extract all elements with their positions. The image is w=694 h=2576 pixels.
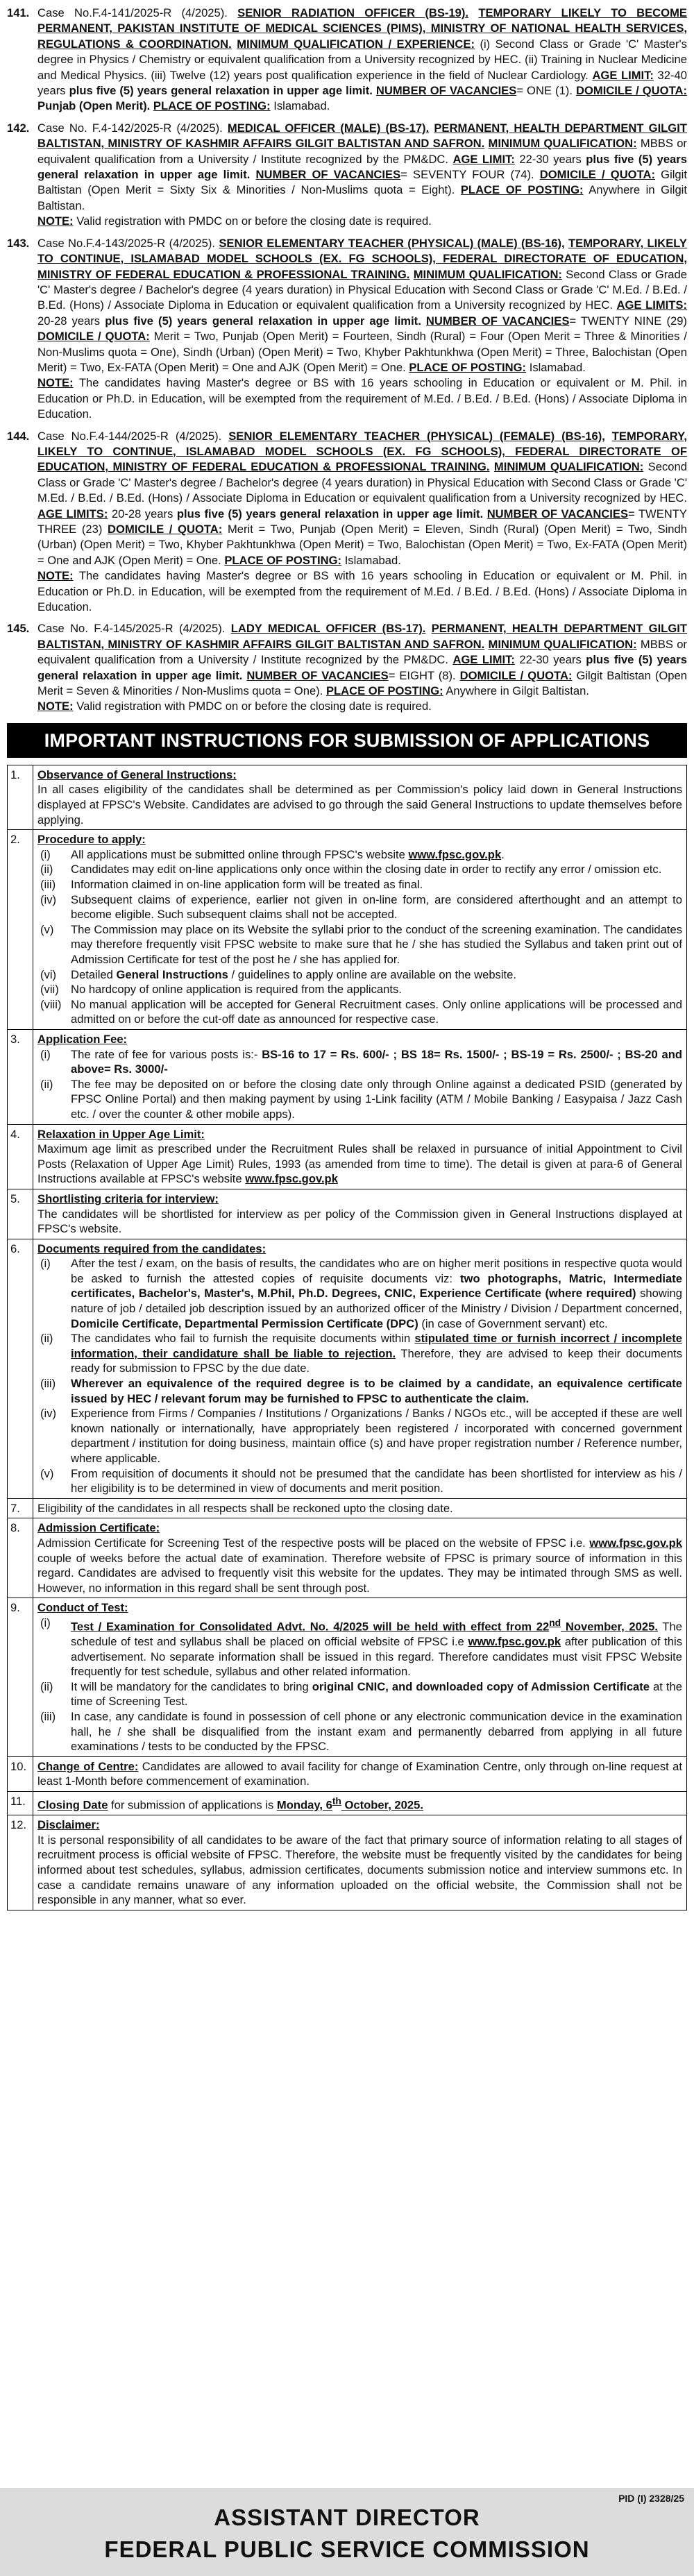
age-value: 20-28 years <box>111 507 174 520</box>
age-label: AGE LIMIT: <box>452 152 515 166</box>
section-text: In all cases eligibility of the candidates shall be determined as per Commission's policy laid down in General Instructions displayed at FPSC's Website. Candidates are advised to go through the said General Instructions to update themselves before applying. <box>37 783 682 827</box>
item-text-part: showing nature of job / detailed job description issued by an authorized officer of the Ministry / Division / Department concerned, <box>71 1287 682 1316</box>
case-no: Case No. F.4-145/2025-R (4/2025). <box>37 622 226 636</box>
posting-label: PLACE OF POSTING: <box>153 99 271 113</box>
row-number: 6. <box>8 1239 33 1498</box>
row-content <box>33 765 687 829</box>
item-text: Wherever an equivalence of the required degree is to be claimed by a candidate, an equivalence certificate issued by HEC / relevant forum may be furnished to FPSC to authenticate the claim. <box>71 1377 682 1405</box>
section-title: Application Fee: <box>37 1032 128 1046</box>
fee-rates: BS-16 to 17 = Rs. 600/- ; BS 18= Rs. 1500/- ; BS-19 = Rs. 2500/- ; BS-20 and above= Rs. 3000/- <box>71 1047 682 1076</box>
posting-label: PLACE OF POSTING: <box>325 684 443 698</box>
item-number: (iv) <box>40 1407 57 1421</box>
section-title: Change of Centre: <box>37 1759 139 1773</box>
item-number: (i) <box>40 1616 51 1629</box>
list-item <box>37 1709 682 1754</box>
item-text-part: / guidelines to apply online are available on the website. <box>228 967 516 981</box>
note-text: Valid registration with PMDC on or before the closing date is required. <box>76 214 432 228</box>
post-description: PERMANENT, HEALTH DEPARTMENT GILGIT BALTISTAN, MINISTRY OF KASHMIR AFFAIRS GILGIT BALTISTAN AND SAFRON. <box>37 622 687 651</box>
item-text-part: After the test / exam, on the basis of results, the candidates who are on higher merit positions in respective quota would be asked to furnish the attested copies of requisite documents viz: <box>71 1257 682 1285</box>
item-number: (i) <box>40 1047 51 1061</box>
text-part: couple of weeks before the actual date of examination. Therefore website of FPSC is primary source of information in this regard. Candidates are advised to frequently visit this website for the updates. They may be intimated through SMS as well. However, no information in this regard shall be sent through post. <box>37 1551 682 1595</box>
age-label: AGE LIMITS: <box>616 298 687 312</box>
item-number: (vi) <box>40 967 57 981</box>
note-label: NOTE: <box>37 700 74 713</box>
item-text-part: The candidates who fail to furnish the requisite documents within <box>71 1332 415 1346</box>
age-relaxation: plus five (5) years general relaxation in upper age limit. <box>37 653 687 682</box>
item-text-part: (in case of Government servant) etc. <box>418 1316 608 1330</box>
row-number: 7. <box>8 1498 33 1518</box>
posting-value: Islamabad. <box>344 553 401 567</box>
text-part: for submission of applications is <box>108 1798 277 1812</box>
row-content <box>33 1756 687 1791</box>
case-141 <box>7 6 687 115</box>
case-no: Case No.F.4-143/2025-R (4/2025). <box>37 236 216 250</box>
closing-date: October, 2025. <box>341 1798 423 1812</box>
row-number: 11. <box>8 1792 33 1815</box>
domicile-value: Gilgit Baltistan (Open Merit = Seven & Minorities / Non-Muslims quota = One). <box>37 668 687 698</box>
instructions-table <box>7 765 687 1910</box>
case-body <box>37 6 687 115</box>
list-item <box>37 1406 682 1466</box>
row-content <box>33 1792 687 1815</box>
signature-footer <box>0 2488 694 2576</box>
case-no: Case No.F.4-144/2025-R (4/2025). <box>37 429 222 443</box>
posting-label: PLACE OF POSTING: <box>224 553 342 567</box>
domicile-label: DOMICILE / QUOTA: <box>459 668 573 682</box>
note-label: NOTE: <box>37 214 74 228</box>
vacancies-value: = EIGHT (8). <box>388 668 456 682</box>
list-item <box>37 1256 682 1331</box>
item-text-part: The schedule of test and syllabus shall be placed on official website of FPSC i.e <box>71 1620 683 1649</box>
instruction-row-7 <box>8 1498 687 1518</box>
row-content <box>33 1124 687 1189</box>
note-text: Valid registration with PMDC on or before the closing date is required. <box>76 700 432 713</box>
text-part: Maximum age limit as prescribed under the Recruitment Rules shall be relaxed in pursuance of initial Appointment to Civil Posts (Relaxation of Upper Age Limit) Rules, 1993 (as amended from time to time). The detail is given at para-6 of General Instructions available at FPSC's website <box>37 1142 682 1186</box>
row-number: 5. <box>8 1189 33 1239</box>
vacancies-label: NUMBER OF VACANCIES <box>246 668 389 682</box>
qualification-label: MINIMUM QUALIFICATION: <box>413 267 562 281</box>
section-title: Admission Certificate: <box>37 1521 160 1535</box>
case-145 <box>7 621 687 714</box>
case-144 <box>7 429 687 616</box>
vacancies-value: = SEVENTY FOUR (74). <box>400 168 534 182</box>
section-text: Eligibility of the candidates in all respects shall be reckoned upto the closing date. <box>37 1501 453 1515</box>
row-number: 12. <box>8 1815 33 1910</box>
qualification-text: Second Class or Grade 'C' Master's degree / Bachelor's degree (4 years duration) in Physical Education with Second Class or Grade 'C' M.Ed. / B.Ed. / B.Ed. (Hons) / Associate Diploma in Education or equivalent qualification from a University recognized by HEC. <box>37 267 687 312</box>
row-number: 1. <box>8 765 33 829</box>
row-content <box>33 1239 687 1498</box>
section-title: Relaxation in Upper Age Limit: <box>37 1127 205 1141</box>
date-suffix: nd <box>549 1616 561 1628</box>
post-description: TEMPORARY LIKELY TO BECOME PERMANENT, PAKISTAN INSTITUTE OF MEDICAL SCIENCES (PIMS), MINISTRY OF NATIONAL HEALTH SERVICES, REGULATIONS & COORDINATION. <box>37 6 687 51</box>
age-value: 22-30 years <box>519 653 582 667</box>
item-text <box>71 967 682 983</box>
item-text-bold: Domicile Certificate, Departmental Permission Certificate (DPC) <box>71 1316 418 1330</box>
domicile-value: Merit = Two, Punjab (Open Merit) = Fourteen, Sindh (Rural) = Four (Open Merit = Three & Minorities / Non-Muslims quota = One), Sindh (Urban) (Open Merit) = Two, Khyber Pakhtunkhwa (Open Merit) = Three, Balochistan (Open Merit) = Two, Ex-FATA (Open Merit) = One and AJK (Open Merit) = One. <box>37 330 687 374</box>
instruction-row-5 <box>8 1189 687 1239</box>
post-title: SENIOR RADIATION OFFICER (BS-19). <box>237 6 469 19</box>
section-title: Shortlisting criteria for interview: <box>37 1192 219 1205</box>
instruction-row-3 <box>8 1029 687 1124</box>
item-text <box>71 1331 682 1376</box>
item-number: (v) <box>40 1466 54 1480</box>
text-part: Candidates are allowed to avail facility for change of Examination Centre, only through on-line request at least 1-Month before commencement of examination. <box>37 1759 682 1788</box>
section-title: Procedure to apply: <box>37 833 146 847</box>
instructions-banner: IMPORTANT INSTRUCTIONS FOR SUBMISSION OF APPLICATIONS <box>7 723 687 758</box>
post-description: TEMPORARY, LIKELY TO CONTINUE, ISLAMABAD MODEL SCHOOLS (EX. FG SCHOOLS), FEDERAL DIRECTORATE OF EDUCATION, MINISTRY OF FEDERAL EDUCATION & PROFESSIONAL TRAINING. <box>37 429 687 474</box>
pid-number: PID (I) 2328/25 <box>618 2493 684 2504</box>
section-text: The candidates will be shortlisted for interview as per policy of the Commission given in General Instructions displayed at FPSC's website. <box>37 1207 682 1236</box>
list-item <box>37 877 682 892</box>
item-number: (viii) <box>40 997 62 1011</box>
item-text: No hardcopy of online application is required from the applicants. <box>71 983 402 997</box>
posting-value: Islamabad. <box>273 99 330 113</box>
posting-label: PLACE OF POSTING: <box>460 183 584 197</box>
section-text <box>37 1794 682 1813</box>
vacancies-value: = TWENTY NINE (29) <box>569 314 687 328</box>
item-text-bold: General Instructions <box>116 967 228 981</box>
instruction-row-11 <box>8 1792 687 1815</box>
domicile-label: DOMICILE / QUOTA: <box>539 168 655 182</box>
item-text: From requisition of documents it should not be presumed that the candidate has been shortlisted for interview as his / her eligibility is to be determined in view of documents and merit position. <box>71 1466 682 1495</box>
qualification-label: MINIMUM QUALIFICATION: <box>493 460 644 474</box>
qualification-label: MINIMUM QUALIFICATION: <box>488 637 637 651</box>
row-number: 10. <box>8 1756 33 1791</box>
item-text-part: after publication of this advertisement. No separate information shall be issued in this regard. Therefore candidates must visit FPSC Website frequently for test schedule, syllabus and other related information. <box>71 1635 682 1679</box>
case-number: 141. <box>7 6 30 19</box>
item-number: (iii) <box>40 878 56 892</box>
age-value: 32-40 years <box>37 68 687 98</box>
item-number: (iv) <box>40 892 57 906</box>
list-item <box>37 1376 682 1406</box>
section-text <box>37 1536 682 1595</box>
item-text: The Commission may place on its Website the syllabi prior to the conduct of the screening examination. The candidates may therefore frequently visit FPSC website to make sure that he / she has studied the Syllabus and taken print out of Admission Certificate for test of the post he / she has applied for. <box>71 922 682 966</box>
posting-label: PLACE OF POSTING: <box>409 360 527 374</box>
row-number: 9. <box>8 1598 33 1756</box>
post-title: SENIOR ELEMENTARY TEACHER (PHYSICAL) (MALE) (BS-16), <box>219 236 565 250</box>
signatory-title: ASSISTANT DIRECTOR <box>214 2505 480 2530</box>
row-content <box>33 830 687 1030</box>
list-item <box>37 847 682 863</box>
note-label: NOTE: <box>37 376 74 390</box>
section-title: Conduct of Test: <box>37 1601 128 1615</box>
list-item <box>37 1679 682 1709</box>
item-text-part: All applications must be submitted online through FPSC's website <box>71 847 409 861</box>
domicile-value: Gilgit Baltistan (Open Merit = Sixty Six & Minorities / Non-Muslims quota = Eight). <box>37 168 687 197</box>
qualification-label: MINIMUM QUALIFICATION / EXPERIENCE: <box>237 37 475 51</box>
vacancies-value: = TWENTY THREE (23) <box>37 507 687 536</box>
item-number: (i) <box>40 847 51 861</box>
item-text-bold: two photographs, Matric, Intermediate certificates, Bachelor's, Master's, M.Phil, Ph.D. Degrees, CNIC, Experience Certificate (where required) <box>71 1271 682 1300</box>
age-label: AGE LIMITS: <box>37 507 108 520</box>
instruction-row-12 <box>8 1815 687 1910</box>
item-text: Candidates may edit on-line applications only once within the closing date in order to rectify any error / omission etc. <box>71 863 662 876</box>
age-value: 22-30 years <box>519 152 582 166</box>
item-number: (ii) <box>40 1679 53 1693</box>
domicile-value: Merit = Two, Punjab (Open Merit) = Eleven, Sindh (Rural) (Open Merit) = Two, Sindh (Urban) (Open Merit) = Two, Khyber Pakhtunkhwa (Open Merit) = Two, Balochistan (Open Merit) = Two, Ex-FATA (Open Merit) = One and AJK (Open Merit) = One. <box>37 523 687 567</box>
post-title: LADY MEDICAL OFFICER (BS-17). <box>230 622 426 636</box>
instruction-row-6 <box>8 1239 687 1498</box>
instruction-row-1 <box>8 765 687 829</box>
age-value: 20-28 years <box>37 314 101 328</box>
list-item <box>37 1466 682 1496</box>
list-item <box>37 862 682 877</box>
qualification-text: (i) Second Class or Grade 'C' Master's degree in Physics / Chemistry or equivalent qualification from a University recognized by HEC. (ii) Training in Nuclear Medicine and Medical Physics. (iii) Twelve (12) years post qualification experience in the field of Nuclear Cardiology. <box>37 37 687 82</box>
item-text <box>71 847 682 863</box>
case-body <box>37 429 687 616</box>
row-content <box>33 1498 687 1518</box>
organization-name: FEDERAL PUBLIC SERVICE COMMISSION <box>104 2536 590 2562</box>
domicile-label: DOMICILE / QUOTA: <box>575 84 687 98</box>
qualification-label: MINIMUM QUALIFICATION: <box>488 137 637 151</box>
post-description: PERMANENT, HEALTH DEPARTMENT GILGIT BALTISTAN, MINISTRY OF KASHMIR AFFAIRS GILGIT BALTISTAN AND SAFRON. <box>37 121 687 151</box>
post-title: SENIOR ELEMENTARY TEACHER (PHYSICAL) (FEMALE) (BS-16), <box>228 429 605 443</box>
item-text: Experience from Firms / Companies / Institutions / Organizations / Banks / NGOs etc., will be accepted if these are well known nationally or internationally, have appropriately been registered / incorporated with concerned government department / institution for doing business, maintain office (s) and have proper registration number / Reference number, where applicable. <box>71 1407 682 1465</box>
item-text-bold: original CNIC, and downloaded copy of Admission Certificate <box>312 1679 650 1693</box>
list-item <box>37 922 682 967</box>
vacancies-value: = ONE (1). <box>516 84 573 98</box>
list-item <box>37 967 682 983</box>
test-date-bold: November, 2025. <box>561 1620 658 1634</box>
case-number: 144. <box>7 429 30 443</box>
qualification-text: Second Class or Grade 'C' Master's degree / Bachelor's degree (4 years duration) in Physical Education with Second Class or Grade 'C' M.Ed. / B.Ed. / B.Ed. (Hons) / Associate Diploma in Education or equivalent qualification from a University recognized by HEC. <box>37 460 687 505</box>
domicile-label: DOMICILE / QUOTA: <box>108 523 223 536</box>
item-text: In case, any candidate is found in possession of cell phone or any electronic communication device in the examination hall, he / she shall be disqualified from the instant exam and permanently debarred from applying in all future examinations / tests to be conducted by the FPSC. <box>71 1710 682 1754</box>
item-text: Information claimed in on-line application form will be treated as final. <box>71 878 423 892</box>
domicile-value: Punjab (Open Merit). <box>37 99 151 113</box>
vacancies-label: NUMBER OF VACANCIES <box>255 168 401 182</box>
item-number: (v) <box>40 922 54 936</box>
section-text: It is personal responsibility of all candidates to be aware of the fact that primary source of information relating to all stages of recruitment process is official website of FPSC. Therefore, the website must be frequently visited by the candidates for being informed about test schedules, syllabus, admission certificates, documents submission notice and interview summons etc. In case a candidate remains unaware of any information uploaded on the official website, the Commission shall not be responsible in any manner, what so ever. <box>37 1833 682 1907</box>
row-content <box>33 1189 687 1239</box>
website-link[interactable]: www.fpsc.gov.pk <box>589 1536 682 1550</box>
list-item <box>37 892 682 922</box>
item-number: (ii) <box>40 863 53 876</box>
case-number: 145. <box>7 622 30 636</box>
case-142 <box>7 121 687 230</box>
row-number: 8. <box>8 1518 33 1598</box>
case-body <box>37 121 687 230</box>
section-title: Disclaimer: <box>37 1818 100 1832</box>
qualification-text: MBBS or equivalent qualification from a University / Institute recognized by the PM&DC. <box>37 137 687 166</box>
website-link[interactable]: www.fpsc.gov.pk <box>245 1172 338 1186</box>
item-text-part: Therefore, they are advised to keep their documents ready for submission to FPSC by the due date. <box>71 1346 682 1375</box>
item-text-part: Detailed <box>71 967 117 981</box>
instruction-row-2 <box>8 830 687 1030</box>
vacancies-label: NUMBER OF VACANCIES <box>375 84 517 98</box>
instruction-row-8 <box>8 1518 687 1598</box>
item-text-part: . <box>501 847 505 861</box>
case-list <box>7 6 687 715</box>
item-text-part: It will be mandatory for the candidates to bring <box>71 1679 312 1693</box>
instruction-row-4 <box>8 1124 687 1189</box>
section-title: Documents required from the candidates: <box>37 1242 266 1255</box>
row-number: 3. <box>8 1029 33 1124</box>
age-relaxation: plus five (5) years general relaxation in upper age limit. <box>105 314 421 328</box>
age-relaxation: plus five (5) years general relaxation in upper age limit. <box>69 84 373 98</box>
case-no: Case No.F.4-141/2025-R (4/2025). <box>37 6 228 19</box>
list-item <box>37 982 682 997</box>
test-date-bold: Test / Examination for Consolidated Advt. No. 4/2025 will be held with effect from 22 <box>71 1620 550 1634</box>
item-text: The fee may be deposited on or before the closing date only through Online against a dedicated PSID (generated by FPSC Online Portal) and then making payment by using 1-Link facility (ATM / Mobile Banking / Easypaisa / Jazz Cash etc. / over the counter & other mobile apps). <box>71 1077 682 1121</box>
item-text <box>71 1679 682 1709</box>
row-content <box>33 1815 687 1910</box>
row-content <box>33 1598 687 1756</box>
row-content <box>33 1518 687 1598</box>
posting-value: Anywhere in Gilgit Baltistan. <box>446 684 589 698</box>
age-label: AGE LIMIT: <box>452 653 515 667</box>
case-number: 142. <box>7 121 30 135</box>
website-link[interactable]: www.fpsc.gov.pk <box>468 1635 561 1649</box>
website-link[interactable]: www.fpsc.gov.pk <box>408 847 502 861</box>
list-item <box>37 1047 682 1077</box>
list-item <box>37 997 682 1027</box>
section-text <box>37 1142 682 1187</box>
item-number: (iii) <box>40 1710 56 1724</box>
note-text: The candidates having Master's degree or BS with 16 years schooling in Education or equivalent or M. Phil. in Education or Ph.D. in Education, will be exempted from the requirement of M.Ed. / B.Ed. / B.Ed. (Hons) / Associate Diploma in Education. <box>37 569 688 614</box>
case-body <box>37 236 687 423</box>
list-item <box>37 1616 682 1679</box>
case-no: Case No. F.4-142/2025-R (4/2025). <box>37 121 223 135</box>
section-text <box>37 1759 682 1789</box>
item-text-part: at the time of Screening Test. <box>71 1679 682 1709</box>
text-part: Admission Certificate for Screening Test of the respective posts will be placed on the website of FPSC i.e. <box>37 1536 590 1550</box>
section-title: Closing Date <box>37 1798 108 1812</box>
row-number: 2. <box>8 830 33 1030</box>
item-text-bold: stipulated time or furnish incorrect / incomplete information, their candidature shall be liable to rejection. <box>71 1332 683 1360</box>
domicile-label: DOMICILE / QUOTA: <box>37 330 150 344</box>
item-number: (ii) <box>40 1077 53 1091</box>
post-title: MEDICAL OFFICER (MALE) (BS-17). <box>227 121 430 135</box>
age-relaxation: plus five (5) years general relaxation in upper age limit. <box>176 507 484 520</box>
date-suffix: th <box>332 1795 341 1806</box>
vacancies-label: NUMBER OF VACANCIES <box>486 507 629 520</box>
row-number: 4. <box>8 1124 33 1189</box>
row-content <box>33 1029 687 1124</box>
item-text: No manual application will be accepted for General Recruitment cases. Only online applications will be processed and admitted on or before the cut-off date as announced for respective case. <box>71 997 682 1026</box>
item-text <box>71 1616 682 1679</box>
list-item <box>37 1331 682 1376</box>
age-relaxation: plus five (5) years general relaxation in upper age limit. <box>37 152 687 182</box>
qualification-text: MBBS or equivalent qualification from a University / Institute recognized by the PM&DC. <box>37 637 687 667</box>
note-label: NOTE: <box>37 569 74 583</box>
list-item <box>37 1077 682 1122</box>
item-number: (i) <box>40 1257 51 1271</box>
item-number: (iii) <box>40 1377 56 1391</box>
section-title: Observance of General Instructions: <box>37 768 237 781</box>
item-number: (vii) <box>40 983 59 997</box>
vacancies-label: NUMBER OF VACANCIES <box>425 314 570 328</box>
case-body <box>37 621 687 714</box>
closing-date: Monday, 6 <box>276 1798 332 1812</box>
item-text <box>71 1047 682 1077</box>
post-description: TEMPORARY, LIKELY TO CONTINUE, ISLAMABAD MODEL SCHOOLS (EX. FG SCHOOLS), FEDERAL DIRECTORATE OF EDUCATION, MINISTRY OF FEDERAL EDUCATION & PROFESSIONAL TRAINING. <box>37 236 687 281</box>
instruction-row-10 <box>8 1756 687 1791</box>
item-text-part: The rate of fee for various posts is:- <box>71 1047 262 1061</box>
item-text <box>71 1256 682 1331</box>
age-label: AGE LIMIT: <box>592 68 654 82</box>
posting-value: Anywhere in Gilgit Baltistan. <box>37 183 687 212</box>
item-text: Subsequent claims of experience, earlier not given in on-line form, are considered afterthought and an attempt to become eligible. Such subsequent claims shall not be accepted. <box>71 892 682 922</box>
posting-value: Islamabad. <box>529 360 586 374</box>
note-text: The candidates having Master's degree or BS with 16 years schooling in Education or equivalent or M. Phil. in Education or Ph.D. in Education, will be exempted from the requirement of M.Ed. / B.Ed. / B.Ed. (Hons) / Associate Diploma in Education. <box>37 376 688 421</box>
item-number: (ii) <box>40 1332 53 1346</box>
case-143 <box>7 236 687 423</box>
instruction-row-9 <box>8 1598 687 1756</box>
case-number: 143. <box>7 236 30 250</box>
